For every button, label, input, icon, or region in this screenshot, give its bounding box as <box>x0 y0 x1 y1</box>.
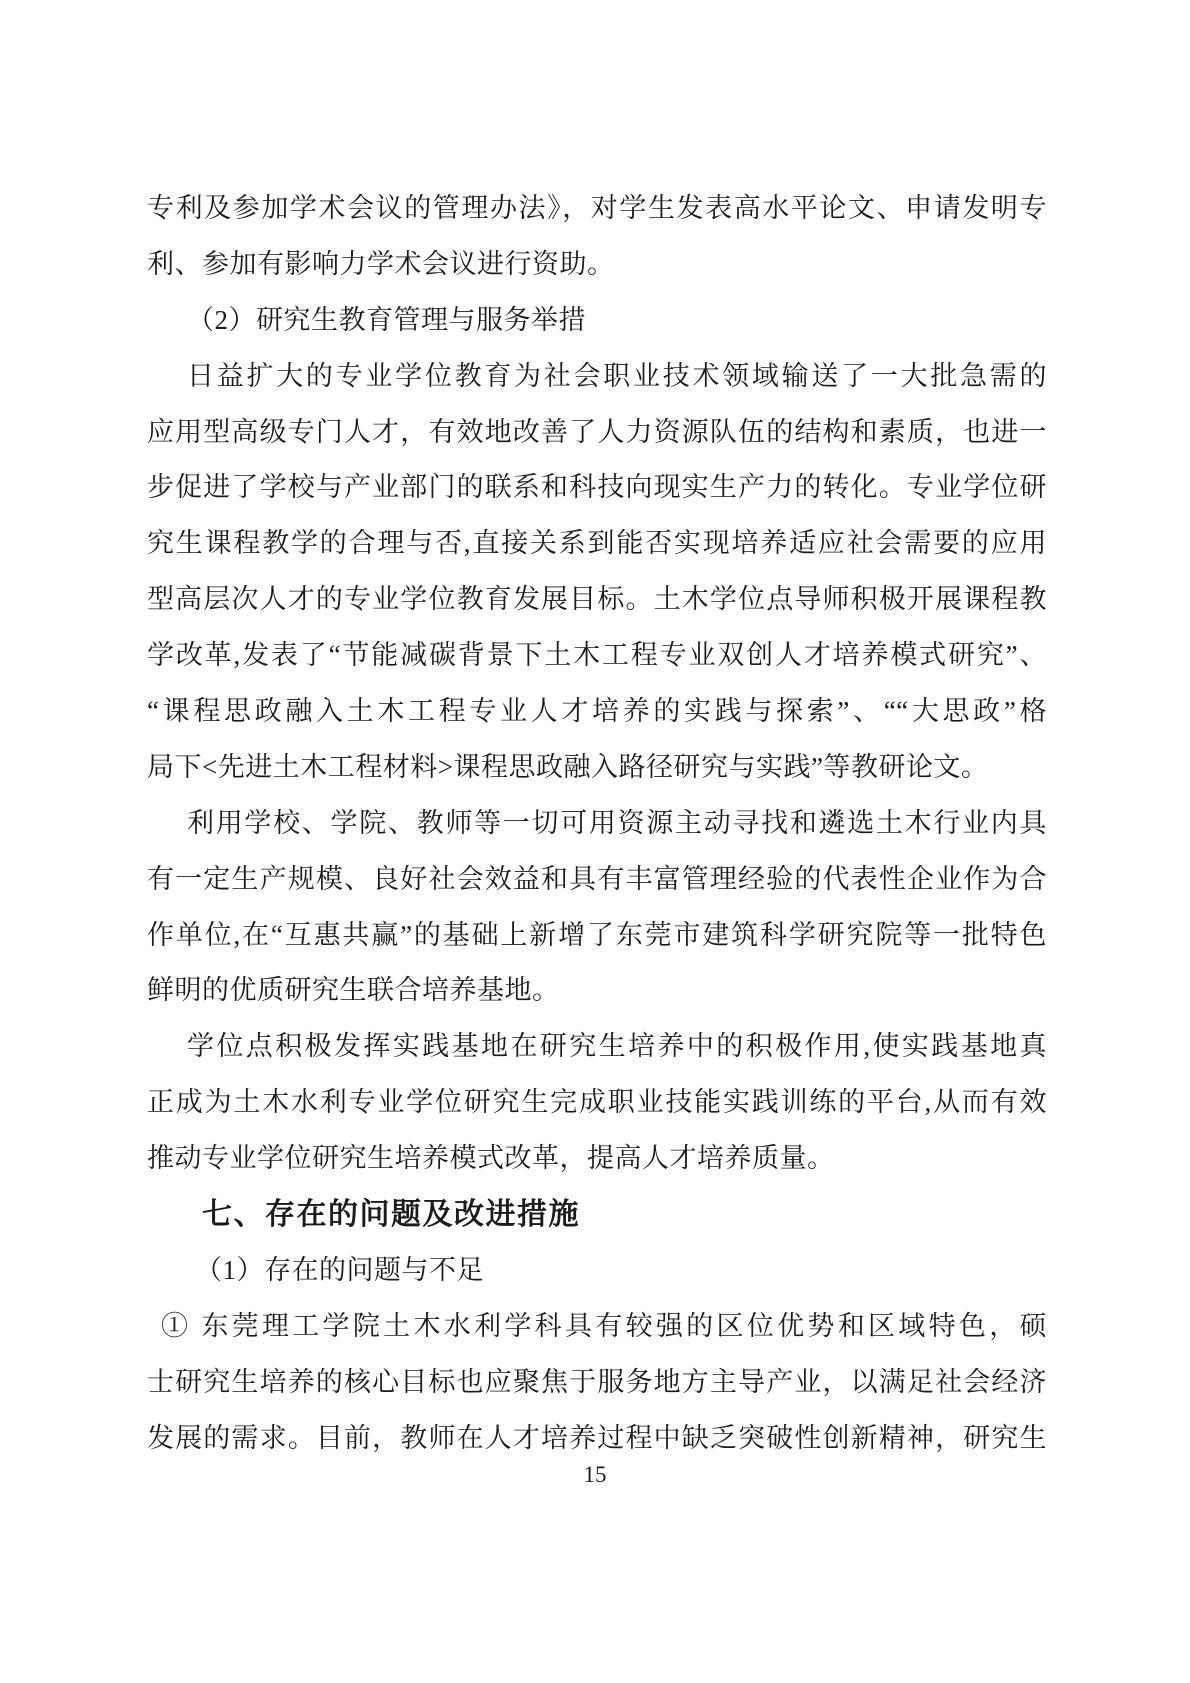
text-line: 有一定生产规模、良好社会效益和具有丰富管理经验的代表性企业作为合 <box>147 863 1047 894</box>
text-line: 作单位,在“互惠共赢”的基础上新增了东莞市建筑科学研究院等一批特色 <box>147 919 1047 950</box>
list-item-line: ① 东莞理工学院土木水利学科具有较强的区位优势和区域特色，硕 <box>161 1310 1047 1341</box>
text-line: 学改革,发表了“节能减碳背景下土木工程专业双创人才培养模式研究”、 <box>147 640 1047 671</box>
text-line: 究生课程教学的合理与否,直接关系到能否实现培养适应社会需要的应用 <box>147 528 1047 559</box>
text-line: “课程思政融入土木工程专业人才培养的实践与探索”、““大思政”格 <box>147 696 1047 727</box>
text-line: 推动专业学位研究生培养模式改革，提高人才培养质量。 <box>147 1143 835 1174</box>
text-line: 发展的需求。目前，教师在人才培养过程中缺乏突破性创新精神，研究生 <box>147 1422 1047 1453</box>
document-body <box>147 181 1047 1466</box>
text-line: 局下<先进土木工程材料>课程思政融入路径研究与实践”等教研论文。 <box>147 751 989 782</box>
text-line: 士研究生培养的核心目标也应聚焦于服务地方主导产业，以满足社会经济 <box>147 1366 1047 1397</box>
text-line: 应用型高级专门人才，有效地改善了人力资源队伍的结构和素质，也进一 <box>147 416 1047 447</box>
page-number: 15 <box>583 1462 607 1487</box>
text-line: 专利及参加学术会议的管理办法》，对学生发表高水平论文、申请发明专 <box>147 193 1047 223</box>
text-line: 正成为土木水利专业学位研究生完成职业技能实践训练的平台,从而有效 <box>147 1087 1047 1118</box>
text-line: 型高层次人才的专业学位教育发展目标。土木学位点导师积极开展课程教 <box>147 584 1047 615</box>
text-line: 步促进了学校与产业部门的联系和科技向现实生产力的转化。专业学位研 <box>147 472 1047 503</box>
subsection-heading: （1）存在的问题与不足 <box>195 1254 484 1285</box>
text-line: 日益扩大的专业学位教育为社会职业技术领域输送了一大批急需的 <box>187 360 1047 391</box>
text-line: 学位点积极发挥实践基地在研究生培养中的积极作用,使实践基地真 <box>187 1031 1047 1062</box>
text-line: （2）研究生教育管理与服务举措 <box>187 304 586 335</box>
text-line: 利、参加有影响力学术会议进行资助。 <box>147 248 615 279</box>
text-line: 鲜明的优质研究生联合培养基地。 <box>147 975 560 1006</box>
section-heading: 七、存在的问题及改进措施 <box>202 1198 580 1232</box>
text-line: 利用学校、学院、教师等一切可用资源主动寻找和遴选土木行业内具 <box>187 807 1047 838</box>
